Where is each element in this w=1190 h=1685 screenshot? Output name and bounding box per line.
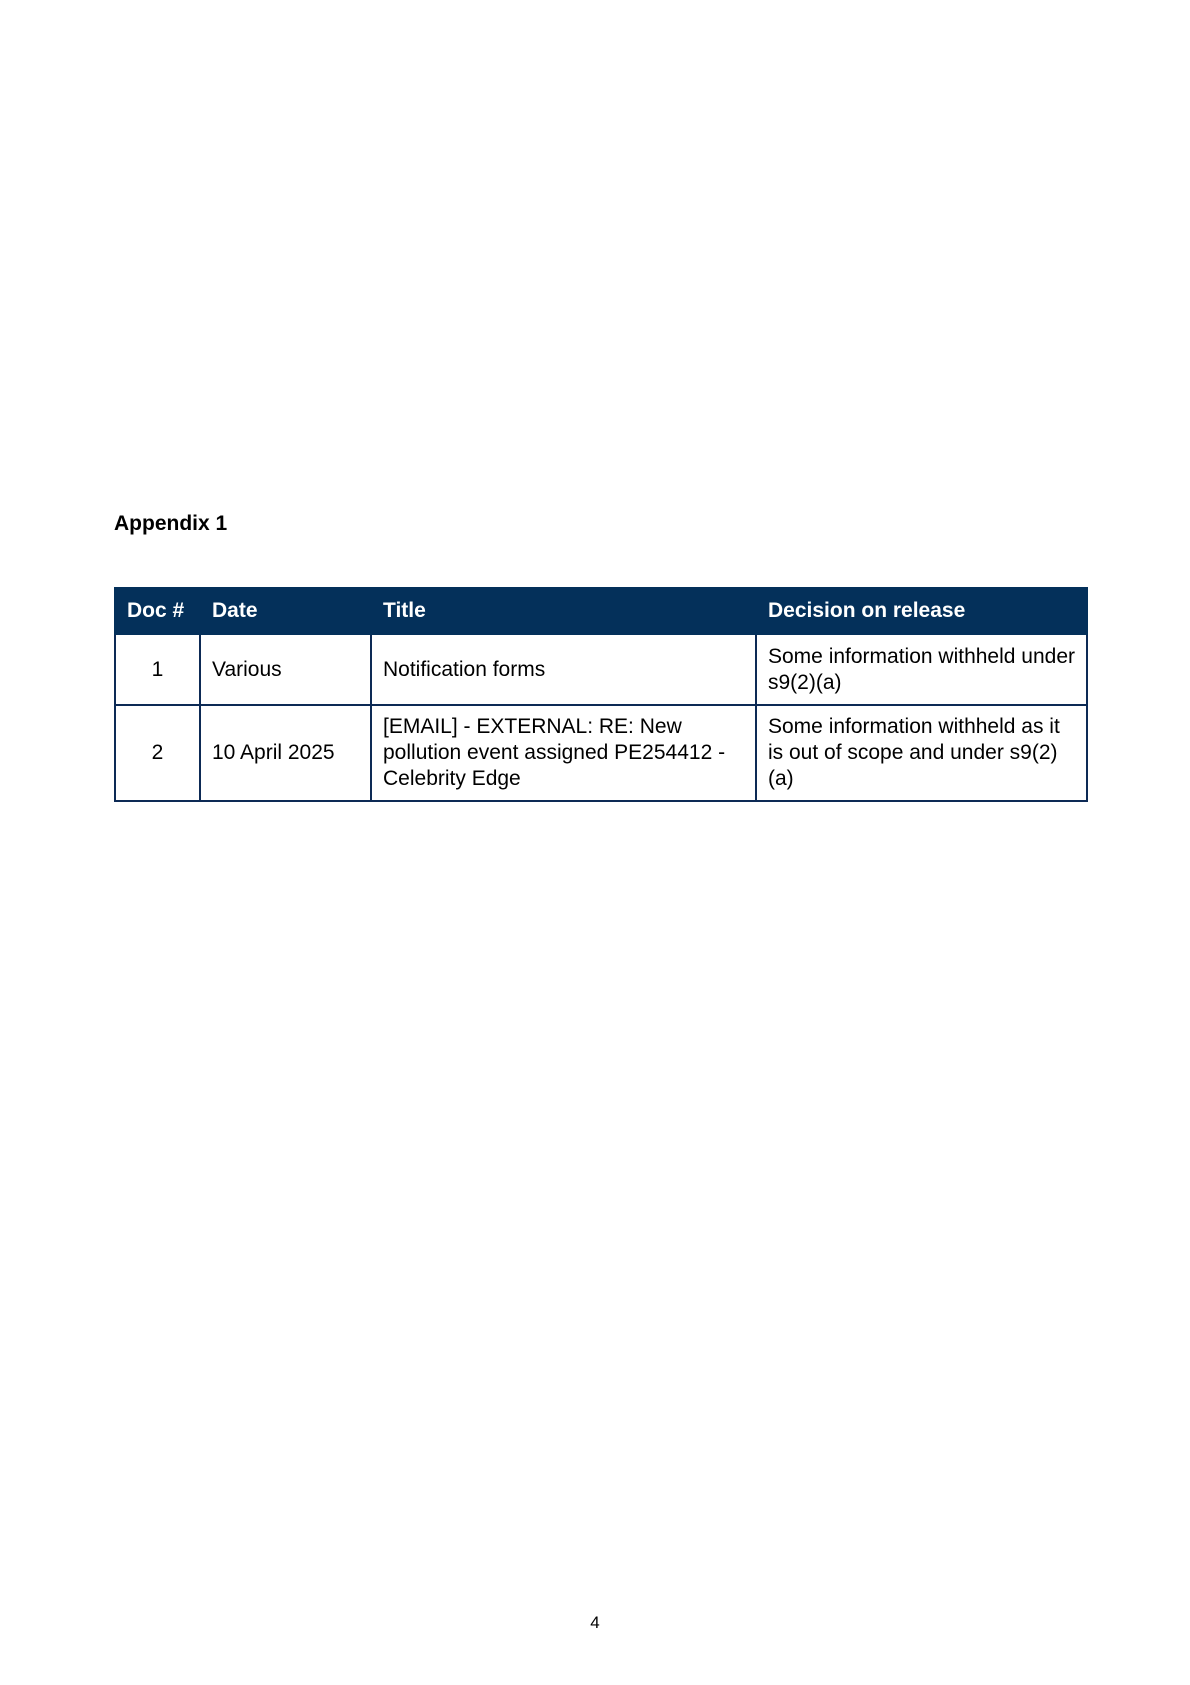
cell-title: Notification forms — [371, 634, 756, 705]
cell-decision: Some information withheld as it is out of scope and under s9(2)(a) — [756, 705, 1087, 801]
cell-date: Various — [200, 634, 371, 705]
cell-date: 10 April 2025 — [200, 705, 371, 801]
header-decision: Decision on release — [756, 588, 1087, 634]
header-title: Title — [371, 588, 756, 634]
table-header-row — [115, 588, 1087, 634]
header-doc-number: Doc # — [115, 588, 200, 634]
table-row — [115, 705, 1087, 801]
page-number: 4 — [590, 1613, 600, 1632]
header-date: Date — [200, 588, 371, 634]
cell-title: [EMAIL] - EXTERNAL: RE: New pollution event assigned PE254412 - Celebrity Edge — [371, 705, 756, 801]
table-row — [115, 634, 1087, 705]
cell-doc-number: 1 — [115, 634, 200, 705]
cell-decision: Some information withheld under s9(2)(a) — [756, 634, 1087, 705]
documents-table — [114, 587, 1088, 802]
cell-doc-number: 2 — [115, 705, 200, 801]
appendix-heading: Appendix 1 — [114, 512, 228, 535]
